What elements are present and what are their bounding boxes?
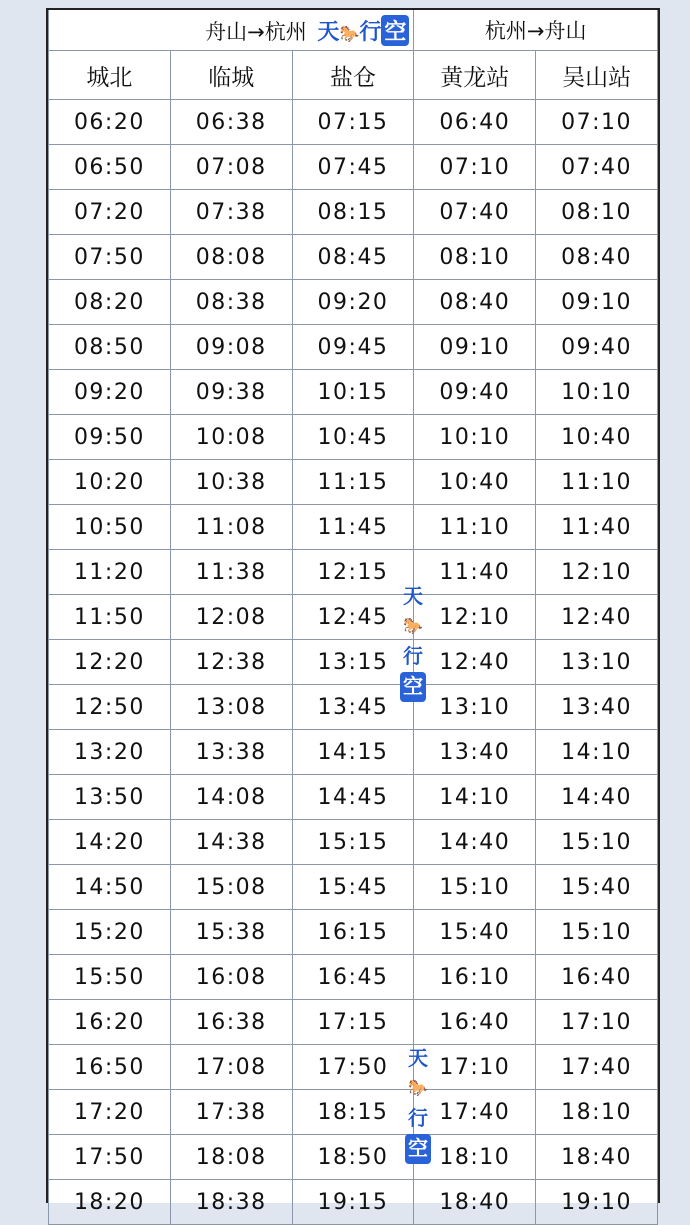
time-cell: 15:10 [536,820,658,865]
time-cell: 18:20 [49,1180,171,1225]
time-cell: 08:10 [536,190,658,235]
time-cell: 13:38 [170,730,292,775]
time-cell: 11:40 [536,505,658,550]
time-cell: 12:15 [292,550,414,595]
time-cell: 13:15 [292,640,414,685]
column-header: 吴山站 [536,51,658,100]
time-cell: 16:08 [170,955,292,1000]
time-cell: 12:10 [536,550,658,595]
time-cell: 09:10 [414,325,536,370]
time-cell: 12:45 [292,595,414,640]
time-cell: 10:10 [414,415,536,460]
time-cell: 09:20 [49,370,171,415]
direction-left-cell [49,10,414,51]
time-cell: 10:20 [49,460,171,505]
time-cell: 19:15 [292,1180,414,1225]
time-cell: 11:15 [292,460,414,505]
time-cell: 17:38 [170,1090,292,1135]
time-cell: 13:45 [292,685,414,730]
time-cell: 17:50 [292,1045,414,1090]
table-row [49,1135,658,1180]
time-cell: 18:15 [292,1090,414,1135]
time-cell: 14:10 [536,730,658,775]
time-cell: 12:38 [170,640,292,685]
direction-row [49,10,658,51]
time-cell: 07:50 [49,235,171,280]
table-row [49,370,658,415]
time-cell: 08:15 [292,190,414,235]
watermark-char-2: 行 [403,646,423,668]
table-row [49,865,658,910]
column-header: 盐仓 [292,51,414,100]
time-cell: 13:50 [49,775,171,820]
watermark-logo [317,19,409,44]
time-cell: 09:20 [292,280,414,325]
table-row [49,1090,658,1135]
time-cell: 12:40 [536,595,658,640]
time-cell: 15:08 [170,865,292,910]
time-cell: 14:50 [49,865,171,910]
time-cell: 07:10 [414,145,536,190]
table-row [49,550,658,595]
time-cell: 15:45 [292,865,414,910]
time-cell: 07:40 [536,145,658,190]
time-cell: 17:20 [49,1090,171,1135]
table-row [49,325,658,370]
column-header: 黄龙站 [414,51,536,100]
time-cell: 12:20 [49,640,171,685]
time-cell: 18:40 [536,1135,658,1180]
time-cell: 08:08 [170,235,292,280]
time-cell: 18:10 [414,1135,536,1180]
time-cell: 10:15 [292,370,414,415]
time-cell: 13:20 [49,730,171,775]
time-cell: 14:15 [292,730,414,775]
table-row [49,100,658,145]
time-cell: 15:40 [536,865,658,910]
column-header: 临城 [170,51,292,100]
time-cell: 09:45 [292,325,414,370]
time-cell: 06:50 [49,145,171,190]
table-row [49,595,658,640]
table-row [49,1045,658,1090]
watermark-char-3: 空 [381,15,409,46]
table-row [49,685,658,730]
table-row [49,280,658,325]
table-row [49,460,658,505]
time-cell: 10:40 [414,460,536,505]
time-cell: 16:10 [414,955,536,1000]
watermark-char-1: 天 [403,586,423,608]
table-row [49,1180,658,1225]
time-cell: 06:20 [49,100,171,145]
time-cell: 16:20 [49,1000,171,1045]
time-cell: 10:40 [536,415,658,460]
time-cell: 11:08 [170,505,292,550]
time-cell: 11:40 [414,550,536,595]
time-cell: 15:15 [292,820,414,865]
time-cell: 07:20 [49,190,171,235]
time-cell: 18:40 [414,1180,536,1225]
time-cell: 06:40 [414,100,536,145]
time-cell: 08:40 [536,235,658,280]
time-cell: 10:38 [170,460,292,505]
table-row [49,730,658,775]
time-cell: 09:38 [170,370,292,415]
watermark-vertical-2 [403,1044,433,1164]
watermark-vertical-1 [398,582,428,702]
time-cell: 17:40 [536,1045,658,1090]
time-cell: 18:38 [170,1180,292,1225]
time-cell: 11:38 [170,550,292,595]
time-cell: 11:10 [536,460,658,505]
time-cell: 10:10 [536,370,658,415]
time-cell: 17:10 [536,1000,658,1045]
watermark-char-3: 空 [405,1134,431,1164]
time-cell: 18:50 [292,1135,414,1180]
time-cell: 09:40 [414,370,536,415]
time-cell: 08:45 [292,235,414,280]
time-cell: 14:10 [414,775,536,820]
time-cell: 12:40 [414,640,536,685]
time-cell: 16:38 [170,1000,292,1045]
timetable [48,10,658,1225]
table-row [49,190,658,235]
time-cell: 11:20 [49,550,171,595]
time-cell: 17:40 [414,1090,536,1135]
time-cell: 15:40 [414,910,536,955]
time-cell: 13:40 [414,730,536,775]
time-cell: 12:08 [170,595,292,640]
time-cell: 11:45 [292,505,414,550]
time-cell: 14:08 [170,775,292,820]
time-cell: 16:15 [292,910,414,955]
time-cell: 08:50 [49,325,171,370]
horse-icon: 🐎 [339,25,360,43]
direction-left-label: 舟山→杭州 [205,19,307,44]
horse-icon: 🐎 [408,1080,428,1097]
watermark-char-3: 空 [400,672,426,702]
time-cell: 10:50 [49,505,171,550]
table-row [49,145,658,190]
time-cell: 15:50 [49,955,171,1000]
time-cell: 08:38 [170,280,292,325]
table-row [49,235,658,280]
time-cell: 07:40 [414,190,536,235]
time-cell: 07:15 [292,100,414,145]
horse-icon: 🐎 [403,618,423,635]
time-cell: 10:45 [292,415,414,460]
table-row [49,1000,658,1045]
time-cell: 16:40 [414,1000,536,1045]
time-cell: 07:10 [536,100,658,145]
time-cell: 14:38 [170,820,292,865]
time-cell: 16:40 [536,955,658,1000]
direction-right-cell [414,10,658,51]
time-cell: 09:10 [536,280,658,325]
time-cell: 14:20 [49,820,171,865]
time-cell: 16:50 [49,1045,171,1090]
time-cell: 15:20 [49,910,171,955]
table-row [49,505,658,550]
watermark-char-1: 天 [317,18,340,44]
time-cell: 15:10 [414,865,536,910]
table-row [49,820,658,865]
time-cell: 13:08 [170,685,292,730]
time-cell: 17:08 [170,1045,292,1090]
watermark-char-1: 天 [408,1048,428,1070]
watermark-char-2: 行 [359,18,382,44]
time-cell: 14:45 [292,775,414,820]
time-cell: 07:45 [292,145,414,190]
watermark-char-2: 行 [408,1108,428,1130]
time-cell: 07:38 [170,190,292,235]
timetable-sheet [46,8,660,1215]
direction-right-label: 杭州→舟山 [484,19,587,43]
table-row [49,775,658,820]
time-cell: 09:40 [536,325,658,370]
time-cell: 06:38 [170,100,292,145]
time-cell: 19:10 [536,1180,658,1225]
time-cell: 11:50 [49,595,171,640]
time-cell: 15:10 [536,910,658,955]
time-cell: 14:40 [414,820,536,865]
time-cell: 13:10 [536,640,658,685]
header-row [49,51,658,100]
time-cell: 11:10 [414,505,536,550]
time-cell: 18:08 [170,1135,292,1180]
time-cell: 18:10 [536,1090,658,1135]
time-cell: 10:08 [170,415,292,460]
time-cell: 07:08 [170,145,292,190]
time-cell: 13:40 [536,685,658,730]
time-cell: 13:10 [414,685,536,730]
table-row [49,955,658,1000]
time-cell: 12:50 [49,685,171,730]
column-header: 城北 [49,51,171,100]
time-cell: 09:08 [170,325,292,370]
time-cell: 16:45 [292,955,414,1000]
time-cell: 08:40 [414,280,536,325]
time-cell: 17:15 [292,1000,414,1045]
time-cell: 12:10 [414,595,536,640]
time-cell: 14:40 [536,775,658,820]
time-cell: 08:20 [49,280,171,325]
table-row [49,415,658,460]
time-cell: 17:10 [414,1045,536,1090]
table-row [49,910,658,955]
timetable-body [49,100,658,1225]
time-cell: 08:10 [414,235,536,280]
time-cell: 17:50 [49,1135,171,1180]
time-cell: 09:50 [49,415,171,460]
table-row [49,640,658,685]
time-cell: 15:38 [170,910,292,955]
